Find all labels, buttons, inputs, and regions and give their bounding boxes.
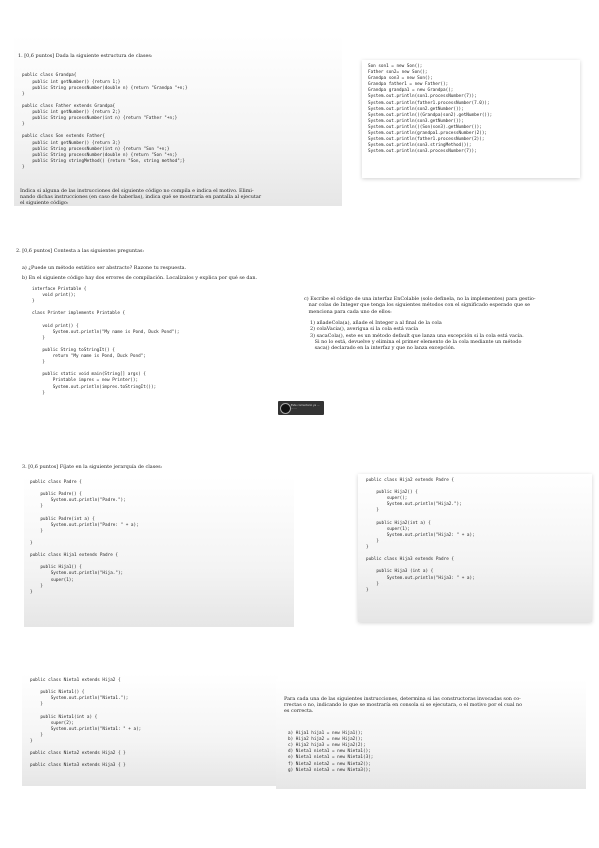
ex3-right-code-panel-line: } <box>366 581 379 587</box>
ex2-code-line: void print() { <box>32 323 79 329</box>
ex3-right-code-panel-line: } <box>366 508 379 514</box>
ex3-left-code-panel-line: public Hija1() { <box>30 565 82 571</box>
ex3-right-code-panel-line: System.out.println("Hija2."); <box>366 502 462 508</box>
ex3-left-code-panel-line: } <box>30 528 43 534</box>
ex3-nieta-code-panel-line: public Nieta1(int a) { <box>30 714 98 720</box>
ex1-code-snippet-line: Grandpa father1 = new Father(); <box>368 82 449 88</box>
ex3-right-code-panel-line: System.out.println("Hija2: " + a); <box>366 532 475 538</box>
ex1-class-code-line: public String processNumber(int n) {return "Son "+n;} <box>22 146 170 152</box>
ex1-instructions-line: nando dichas instrucciones (en caso de haberlas), indica qué se mostraría en pantalla al ejecutar <box>20 193 262 200</box>
ex3-heading: 3. [0,6 puntos] Fíjate en la siguiente jerarquía de clases: <box>22 464 163 470</box>
ex1-instructions <box>20 188 342 207</box>
ex3-nieta-code-panel <box>22 674 278 786</box>
ex3-left-code-panel-line: System.out.println("Padre: " + a); <box>30 522 139 528</box>
ex3-right-code-panel-line: public Hija3 (int a) { <box>366 569 434 575</box>
ex3-items-line: g) Nieta3 nieta3 = new Nieta3(); <box>288 767 371 773</box>
ex3-instructions-line: Para cada una de las siguientes instrucciones, determina si las constructoras invocadas son co- <box>284 695 521 702</box>
ex1-code-snippet-line: Son son1 = new Son(); <box>368 64 423 69</box>
ex2-code-line: Printable impres = new Printer(); <box>32 378 139 384</box>
ex3-instructions-line: rrectas o no, indicando lo que se mostraría en consola si se ejecutara, o el motivo por el cual no <box>284 701 523 708</box>
ex3-left-code-panel <box>24 477 294 627</box>
ex3-right-code-panel-line: public class Hija3 extends Padre { <box>366 557 454 563</box>
ex1-class-code-line: public int getNumber() {return 2;} <box>22 110 121 116</box>
ex1-class-code-line: } <box>22 122 25 128</box>
ex3-nieta-code-panel-line: System.out.println("Nieta1: " + a); <box>30 726 142 732</box>
ex1-code-snippet-line: System.out.println(grandpa1.processNumber(2)); <box>368 131 487 137</box>
ex3-left-code-panel-line: System.out.println("Hija."); <box>30 571 124 577</box>
ex1-code-snippet-line: Grandpa grandpa1 = new Grandpa(); <box>368 88 454 94</box>
ex3-right-code-panel-line: } <box>366 545 369 551</box>
ex3-left-code-panel-line: } <box>30 540 33 546</box>
ex1-class-code-line: public int getNumber() {return 1;} <box>22 79 121 85</box>
ex3-items-line: f) Nieta2 nieta2 = new Nieta2(); <box>288 761 371 767</box>
ex3-right-code-panel-line: } <box>366 587 369 593</box>
ex1-code-snippet-line: System.out.println(son3.processNumber(7)); <box>368 149 477 155</box>
ex3-left-code-panel-line: super(1); <box>30 577 74 583</box>
ex3-items-line: a) Hija1 hija1 = new Hija1(); <box>288 731 364 737</box>
ex2-code-line: System.out.println("My name is Pond, Duck Pond"); <box>32 329 180 335</box>
ex1-class-code-line: public String processNumber(double n) {return "Grandpa "+n;} <box>22 85 188 91</box>
ex3-left-code-panel-line: public Padre() { <box>30 492 82 498</box>
ex2-code-line: public static void main(String[] args) { <box>32 372 146 378</box>
ex3-right-code-panel <box>358 474 592 622</box>
ex1-class-code <box>22 73 342 171</box>
ex2-code <box>32 287 292 397</box>
ex3-right-code-panel-line: super(1); <box>366 526 410 532</box>
ex1-statement-panel <box>14 36 342 206</box>
ex3-items-line: c) Hija2 hija3 = new Hija2(2); <box>288 743 366 749</box>
ex3-instructions <box>284 696 578 715</box>
ex3-nieta-code-panel-line: super(2); <box>30 720 74 726</box>
ex3-nieta-code-panel-line: } <box>30 732 43 738</box>
ex3-items <box>288 731 578 774</box>
ex1-code-snippet-line: System.out.println(son1.processNumber(7)); <box>368 94 477 100</box>
ex1-code-snippet-line: Father son2= new Son(); <box>368 70 428 76</box>
ex2-question-b: b) En el siguiente código hay dos errores de compilación. Localízalos y explica por qué se dan. <box>22 275 258 281</box>
ex1-code-snippet-line: System.out.println(father1.processNumber(7.0)); <box>368 100 490 106</box>
ex3-left-code-panel-line: } <box>30 583 43 589</box>
ex3-instructions-panel <box>276 679 586 789</box>
ex3-nieta-code-panel-line: public class Nieta1 extends Hija2 { <box>30 678 121 683</box>
ex1-code-snippet-line: Grandpa son3 = new Son(); <box>368 76 433 82</box>
play-icon <box>280 403 291 414</box>
ex3-right-code-panel-line: public Hija2() { <box>366 490 418 496</box>
ex3-right-code-panel-line: } <box>366 538 379 544</box>
ex2-code-line: class Printer implements Printable { <box>32 311 126 317</box>
ex3-left-code-panel-line: public class Hija1 extends Padre { <box>30 553 118 559</box>
ex1-class-code-line: public class Grandpa{ <box>22 73 77 79</box>
ex2-question-c-items-line: 3) sacaCola(), este es un método default que lanza una excepción si la cola está vacía. <box>310 332 524 339</box>
ex3-right-code-panel-line: public class Hija2 extends Padre { <box>366 478 454 483</box>
ex1-class-code-line: public class Son extends Father{ <box>22 134 105 140</box>
ex2-question-c-items-line: saca() declarado en la interfaz y que no lanza excepción. <box>310 345 456 352</box>
ex1-code-snippet-line: System.out.println(son3.stringMethod()); <box>368 143 472 149</box>
ex1-class-code-line: } <box>22 164 25 170</box>
ex2-question-c-items-line: 1) añadeCola(a), añade el Integer a al final de la cola <box>310 320 442 326</box>
ex2-question-c-line: menciona para cada uno de ellos: <box>304 308 392 315</box>
ex1-class-code-line: public int getNumber() {return 3;} <box>22 140 121 146</box>
ex2-question-c-line: c) Escribe el código de una interfaz EnColable (solo definela, no la implementes) para gestio- <box>304 296 536 302</box>
ex3-right-code-panel-line: super(); <box>366 496 408 502</box>
ex1-instructions-line: el siguiente código: <box>20 200 69 207</box>
ex2-question-c-line: nar colas de Integer que tenga los siguientes métodos con el significado esperado que se <box>304 302 530 309</box>
video-thumbnail[interactable] <box>278 401 324 415</box>
ex2-code-line: } <box>32 360 45 366</box>
ex3-nieta-code-panel-line: public Nieta1() { <box>30 690 85 696</box>
ex3-nieta-code-panel-line: System.out.println("Nieta1."); <box>30 696 129 702</box>
ex1-class-code-line: public class Father extends Grandpa{ <box>22 103 116 109</box>
ex3-left-code-panel-line: public Padre(int a) { <box>30 516 95 522</box>
ex1-class-code-line: public String processNumber(int n) {return "Father "+n;} <box>22 116 178 122</box>
ex3-left-code-panel-line: public class Padre { <box>30 480 82 485</box>
ex2-code-line: } <box>32 299 35 305</box>
ex1-heading: 1. [0,6 puntos] Dada la siguiente estructura de clases: <box>18 52 153 59</box>
ex1-code-snippet-line: System.out.println(father1.processNumber(2)); <box>368 137 485 143</box>
ex3-nieta-code-panel-line: } <box>30 702 43 708</box>
ex2-question-c-items-line: 2) colaVacia(), averigua si la cola está vacía <box>310 326 419 333</box>
ex2-code-line: System.out.println(impres.toStringIt()); <box>32 384 157 390</box>
ex3-left-code-panel-line: System.out.println("Padre."); <box>30 498 126 504</box>
ex2-question-c-items <box>310 320 594 351</box>
ex1-instructions-line: Indica si alguna de las instrucciones del siguiente código no compila e indica el motivo. Elimi- <box>20 187 254 194</box>
ex3-nieta-code-panel-line: public class Nieta2 extends Hija2 { } <box>30 751 126 757</box>
ex2-question-a: a) ¿Puede un método estático ser abstracto? Razone tu respuesta. <box>22 265 187 271</box>
ex3-items-line: b) Hija2 hija2 = new Hija2(); <box>288 737 364 743</box>
ex3-instructions-line: es correcta. <box>284 708 314 715</box>
ex3-left-code-panel-line: } <box>30 504 43 510</box>
ex3-left-code-panel-line: } <box>30 589 33 595</box>
ex2-code-line: public String toStringIt() { <box>32 347 115 353</box>
ex1-code-snippet-line: System.out.println(((Grandpa)son2).getNumber()); <box>368 112 493 118</box>
ex3-nieta-code-panel-line: public class Nieta3 extends Hija3 { } <box>30 763 126 769</box>
ex3-nieta-code-panel-line: } <box>30 738 33 744</box>
ex1-code-snippet-line: System.out.println(son3.getNumber()); <box>368 118 464 124</box>
ex1-code-snippet-line: System.out.println(son2.getNumber()); <box>368 106 464 112</box>
ex2-code-line: return "My name is Pond, Duck Pond"; <box>32 354 146 360</box>
ex2-code-line: interface Printable { <box>32 287 87 292</box>
ex3-items-line: d) Nieta1 nieta1 = new Nieta1(); <box>288 749 371 755</box>
thumbnail-caption: Este comentario ya ... ... ... <box>291 404 320 410</box>
ex2-question-c <box>304 296 594 315</box>
ex2-code-line: } <box>32 390 45 396</box>
ex1-code-snippet <box>362 60 580 178</box>
ex1-class-code-line: public String processNumber(double n) {return "Son "+n;} <box>22 152 178 158</box>
ex2-heading: 2. [0,6 puntos] Contesta a las siguientes preguntas: <box>16 248 145 254</box>
ex3-right-code-panel-line: System.out.println("Hija3: " + a); <box>366 575 475 581</box>
ex3-items-line: e) Nieta1 nieta1 = new Nieta1(3); <box>288 755 374 761</box>
ex1-class-code-line: public String stringMethod() {return "Son, string method";} <box>22 158 185 164</box>
ex3-right-code-panel-line: public Hija2(int a) { <box>366 520 431 526</box>
ex2-question-c-items-line: Si no lo está, devuelve y elimina el primer elemento de la cola mediante un método <box>310 338 522 345</box>
ex1-code-snippet-line: System.out.println(((Son)son3).getNumber()); <box>368 124 482 130</box>
ex1-class-code-line: } <box>22 91 25 97</box>
ex2-code-line: void print(); <box>32 293 76 299</box>
ex2-code-line: } <box>32 335 45 341</box>
